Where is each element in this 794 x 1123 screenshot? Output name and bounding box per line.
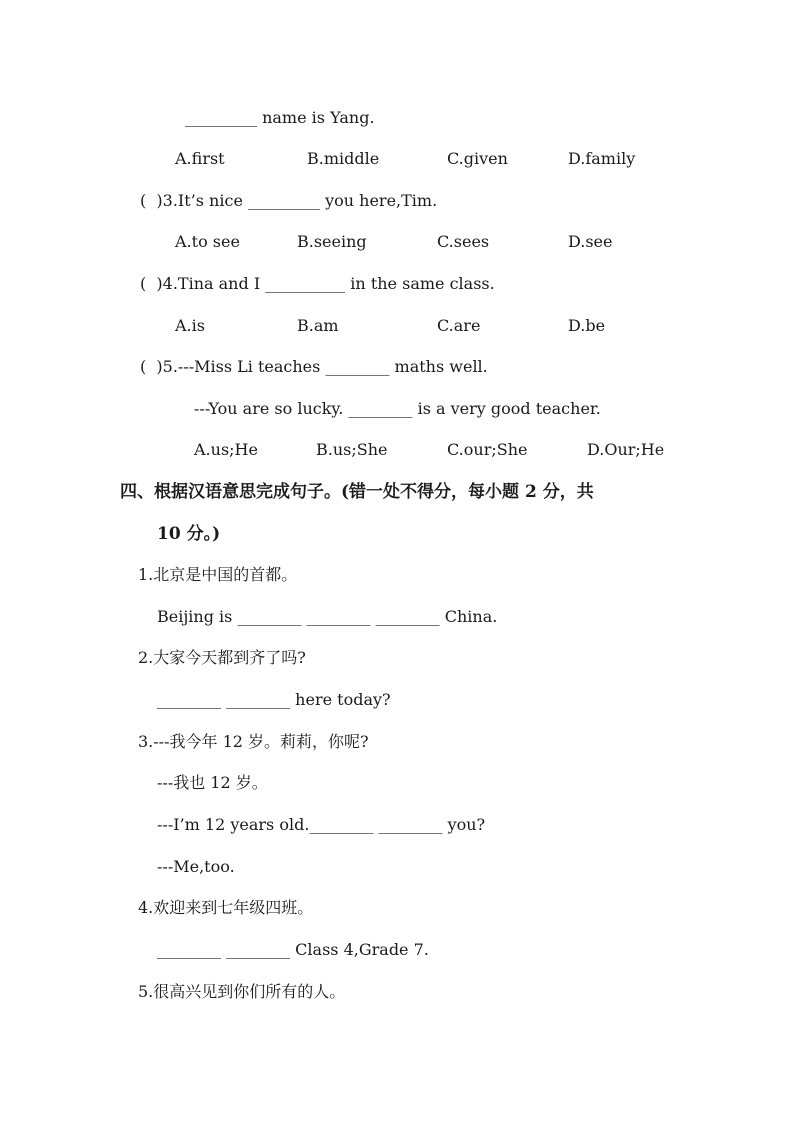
q5-option-c: C.our;She [447, 440, 528, 459]
q3-option-d: D.see [568, 232, 613, 251]
section-4-heading-cont: 10 分。) [157, 524, 221, 544]
item-3-blank-line: ---I’m 12 years old.________ ________ you? [157, 815, 486, 834]
section-4-heading: 四、根据汉语意思完成句子。(错一处不得分，每小题 2 分，共 [120, 482, 594, 502]
item-2-chinese: 2.大家今天都到齐了吗? [138, 648, 306, 667]
question-2-stem: _________ name is Yang. [185, 108, 375, 127]
q4-option-d: D.be [568, 316, 606, 335]
q2-option-c: C.given [447, 149, 508, 168]
q4-option-b: B.am [297, 316, 339, 335]
question-5-stem: ( )5.---Miss Li teaches ________ maths well. [140, 357, 488, 376]
q2-option-b: B.middle [307, 149, 380, 168]
q5-option-a: A.us;He [194, 440, 258, 459]
item-3-chinese: 3.---我今年 12 岁。莉莉，你呢? [138, 732, 369, 751]
item-2-blank-line: ________ ________ here today? [157, 690, 391, 709]
item-4-chinese: 4.欢迎来到七年级四班。 [138, 898, 314, 917]
question-4-stem: ( )4.Tina and I __________ in the same class. [140, 274, 495, 293]
item-3-chinese-reply: ---我也 12 岁。 [157, 773, 268, 792]
q2-option-d: D.family [568, 149, 636, 168]
q4-option-c: C.are [437, 316, 481, 335]
q4-option-a: A.is [175, 316, 205, 335]
q5-option-b: B.us;She [316, 440, 388, 459]
item-1-chinese: 1.北京是中国的首都。 [138, 565, 298, 584]
item-4-blank-line: ________ ________ Class 4,Grade 7. [157, 940, 429, 959]
question-3-stem: ( )3.It’s nice _________ you here,Tim. [140, 191, 438, 210]
item-5-chinese: 5.很高兴见到你们所有的人。 [138, 982, 346, 1001]
q3-option-c: C.sees [437, 232, 490, 251]
question-5-second-line: ---You are so lucky. ________ is a very good teacher. [194, 399, 601, 418]
item-1-blank-line: Beijing is ________ ________ ________ China. [157, 607, 498, 626]
q5-option-d: D.Our;He [587, 440, 665, 459]
item-3-reply-english: ---Me,too. [157, 857, 235, 876]
q3-option-a: A.to see [175, 232, 240, 251]
q3-option-b: B.seeing [297, 232, 367, 251]
q2-option-a: A.first [175, 149, 225, 168]
